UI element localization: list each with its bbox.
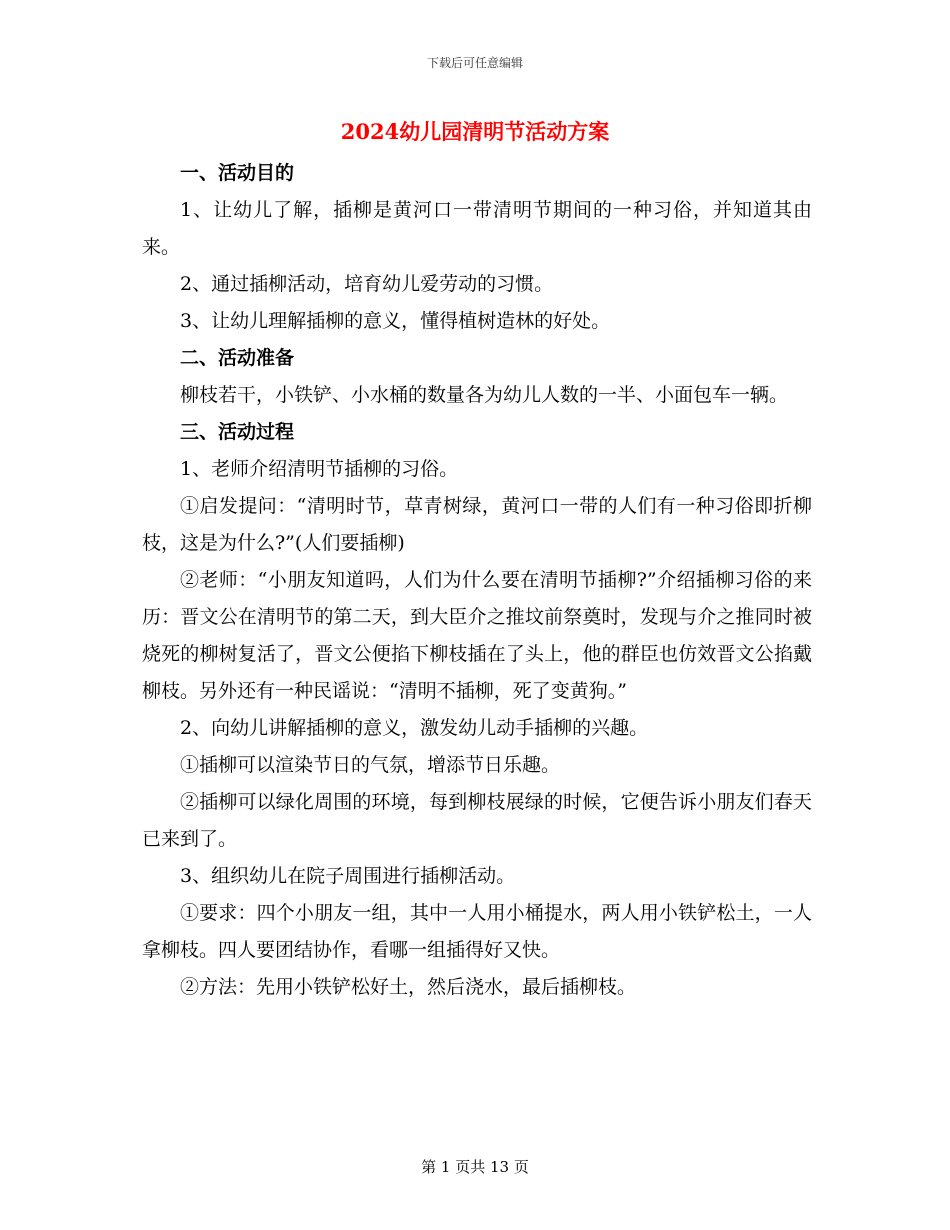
preparation-text: 柳枝若干，小铁铲、小水桶的数量各为幼儿人数的一半、小面包车一辆。 xyxy=(180,384,789,406)
process-step-3: 3、组织幼儿在院子周围进行插柳活动。 xyxy=(180,865,516,887)
process-step-1-sub-1: ①启发提问：“清明时节，草青树绿，黄河口一带的人们有一种习俗即折柳枝，这是为什么?”(人们要插柳) xyxy=(142,495,812,554)
page-footer: 第 1 页共 13 页 xyxy=(421,1158,529,1176)
process-step-1-sub-2: ②老师：“小朋友知道吗，人们为什么要在清明节插柳?”介绍插柳习俗的来历：晋文公在清明节的第二天，到大臣介之推坟前祭奠时，发现与介之推同时被烧死的柳树复活了，晋文公便掐下柳枝插在了头上，他的群臣也仿效晋文公掐戴柳枝。另外还有一种民谣说：“清明不插柳，死了变黄狗。” xyxy=(142,569,812,702)
process-step-1: 1、老师介绍清明节插柳的习俗。 xyxy=(180,458,459,480)
goal-item-1: 1、让幼儿了解，插柳是黄河口一带清明节期间的一种习俗，并知道其由来。 xyxy=(142,199,812,258)
page-header-note: 下载后可任意编辑 xyxy=(426,56,523,70)
goal-item-3: 3、让幼儿理解插柳的意义，懂得植树造林的好处。 xyxy=(180,310,611,332)
section-heading-goals: 一、活动目的 xyxy=(180,162,295,184)
process-step-2-sub-2: ②插柳可以绿化周围的环境，每到柳枝展绿的时候，它便告诉小朋友们春天已来到了。 xyxy=(142,791,812,850)
document-title: 2024幼儿园清明节活动方案 xyxy=(340,119,610,144)
process-step-3-sub-2: ②方法：先用小铁铲松好土，然后浇水，最后插柳枝。 xyxy=(180,976,637,998)
section-heading-process: 三、活动过程 xyxy=(180,421,295,443)
goal-item-2: 2、通过插柳活动，培育幼儿爱劳动的习惯。 xyxy=(180,273,554,295)
section-heading-preparation: 二、活动准备 xyxy=(180,347,295,369)
process-step-2-sub-1: ①插柳可以渲染节日的气氛，增添节日乐趣。 xyxy=(180,754,561,776)
process-step-3-sub-1: ①要求：四个小朋友一组，其中一人用小桶提水，两人用小铁铲松土，一人拿柳枝。四人要团结协作，看哪一组插得好又快。 xyxy=(142,902,812,961)
process-step-2: 2、向幼儿讲解插柳的意义，激发幼儿动手插柳的兴趣。 xyxy=(180,717,649,739)
document-body xyxy=(142,155,812,1006)
